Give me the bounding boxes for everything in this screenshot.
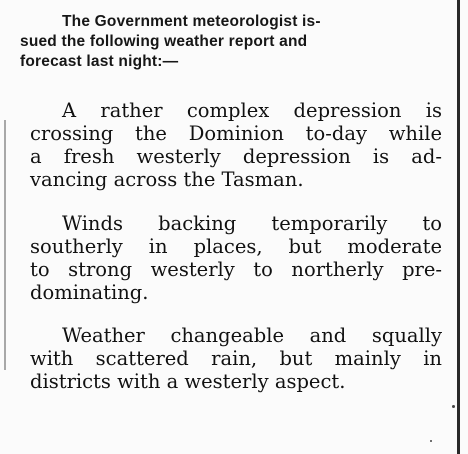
paragraph-line: districts with a westerly aspect.	[30, 370, 346, 393]
paragraph-line: crossing the Dominion to-day while	[30, 122, 442, 145]
intro-paragraph	[20, 12, 440, 72]
print-speck	[452, 405, 455, 408]
left-edge-shadow	[4, 120, 6, 370]
weather-paragraph-depression	[30, 99, 442, 191]
paragraph-line: southerly in places, but moderate	[30, 235, 442, 258]
paragraph-line: with scattered rain, but mainly in	[30, 347, 442, 370]
intro-line: sued the following weather report and	[20, 33, 308, 50]
print-speck	[430, 440, 432, 442]
paragraph-line: A rather complex depression is	[62, 99, 442, 122]
paragraph-line: dominating.	[30, 281, 149, 304]
paragraph-line: a fresh westerly depression is ad-	[30, 145, 442, 168]
weather-paragraph-weather	[30, 324, 442, 393]
paragraph-line: vancing across the Tasman.	[30, 168, 304, 191]
intro-line: The Government meteorologist is-	[62, 13, 321, 30]
intro-line: forecast last night:—	[20, 53, 179, 70]
paragraph-line: Weather changeable and squally	[62, 324, 442, 347]
paragraph-line: Winds backing temporarily to	[62, 212, 442, 235]
column-rule	[457, 0, 460, 454]
weather-paragraph-winds	[30, 212, 442, 304]
paragraph-line: to strong westerly to northerly pre-	[30, 258, 442, 281]
